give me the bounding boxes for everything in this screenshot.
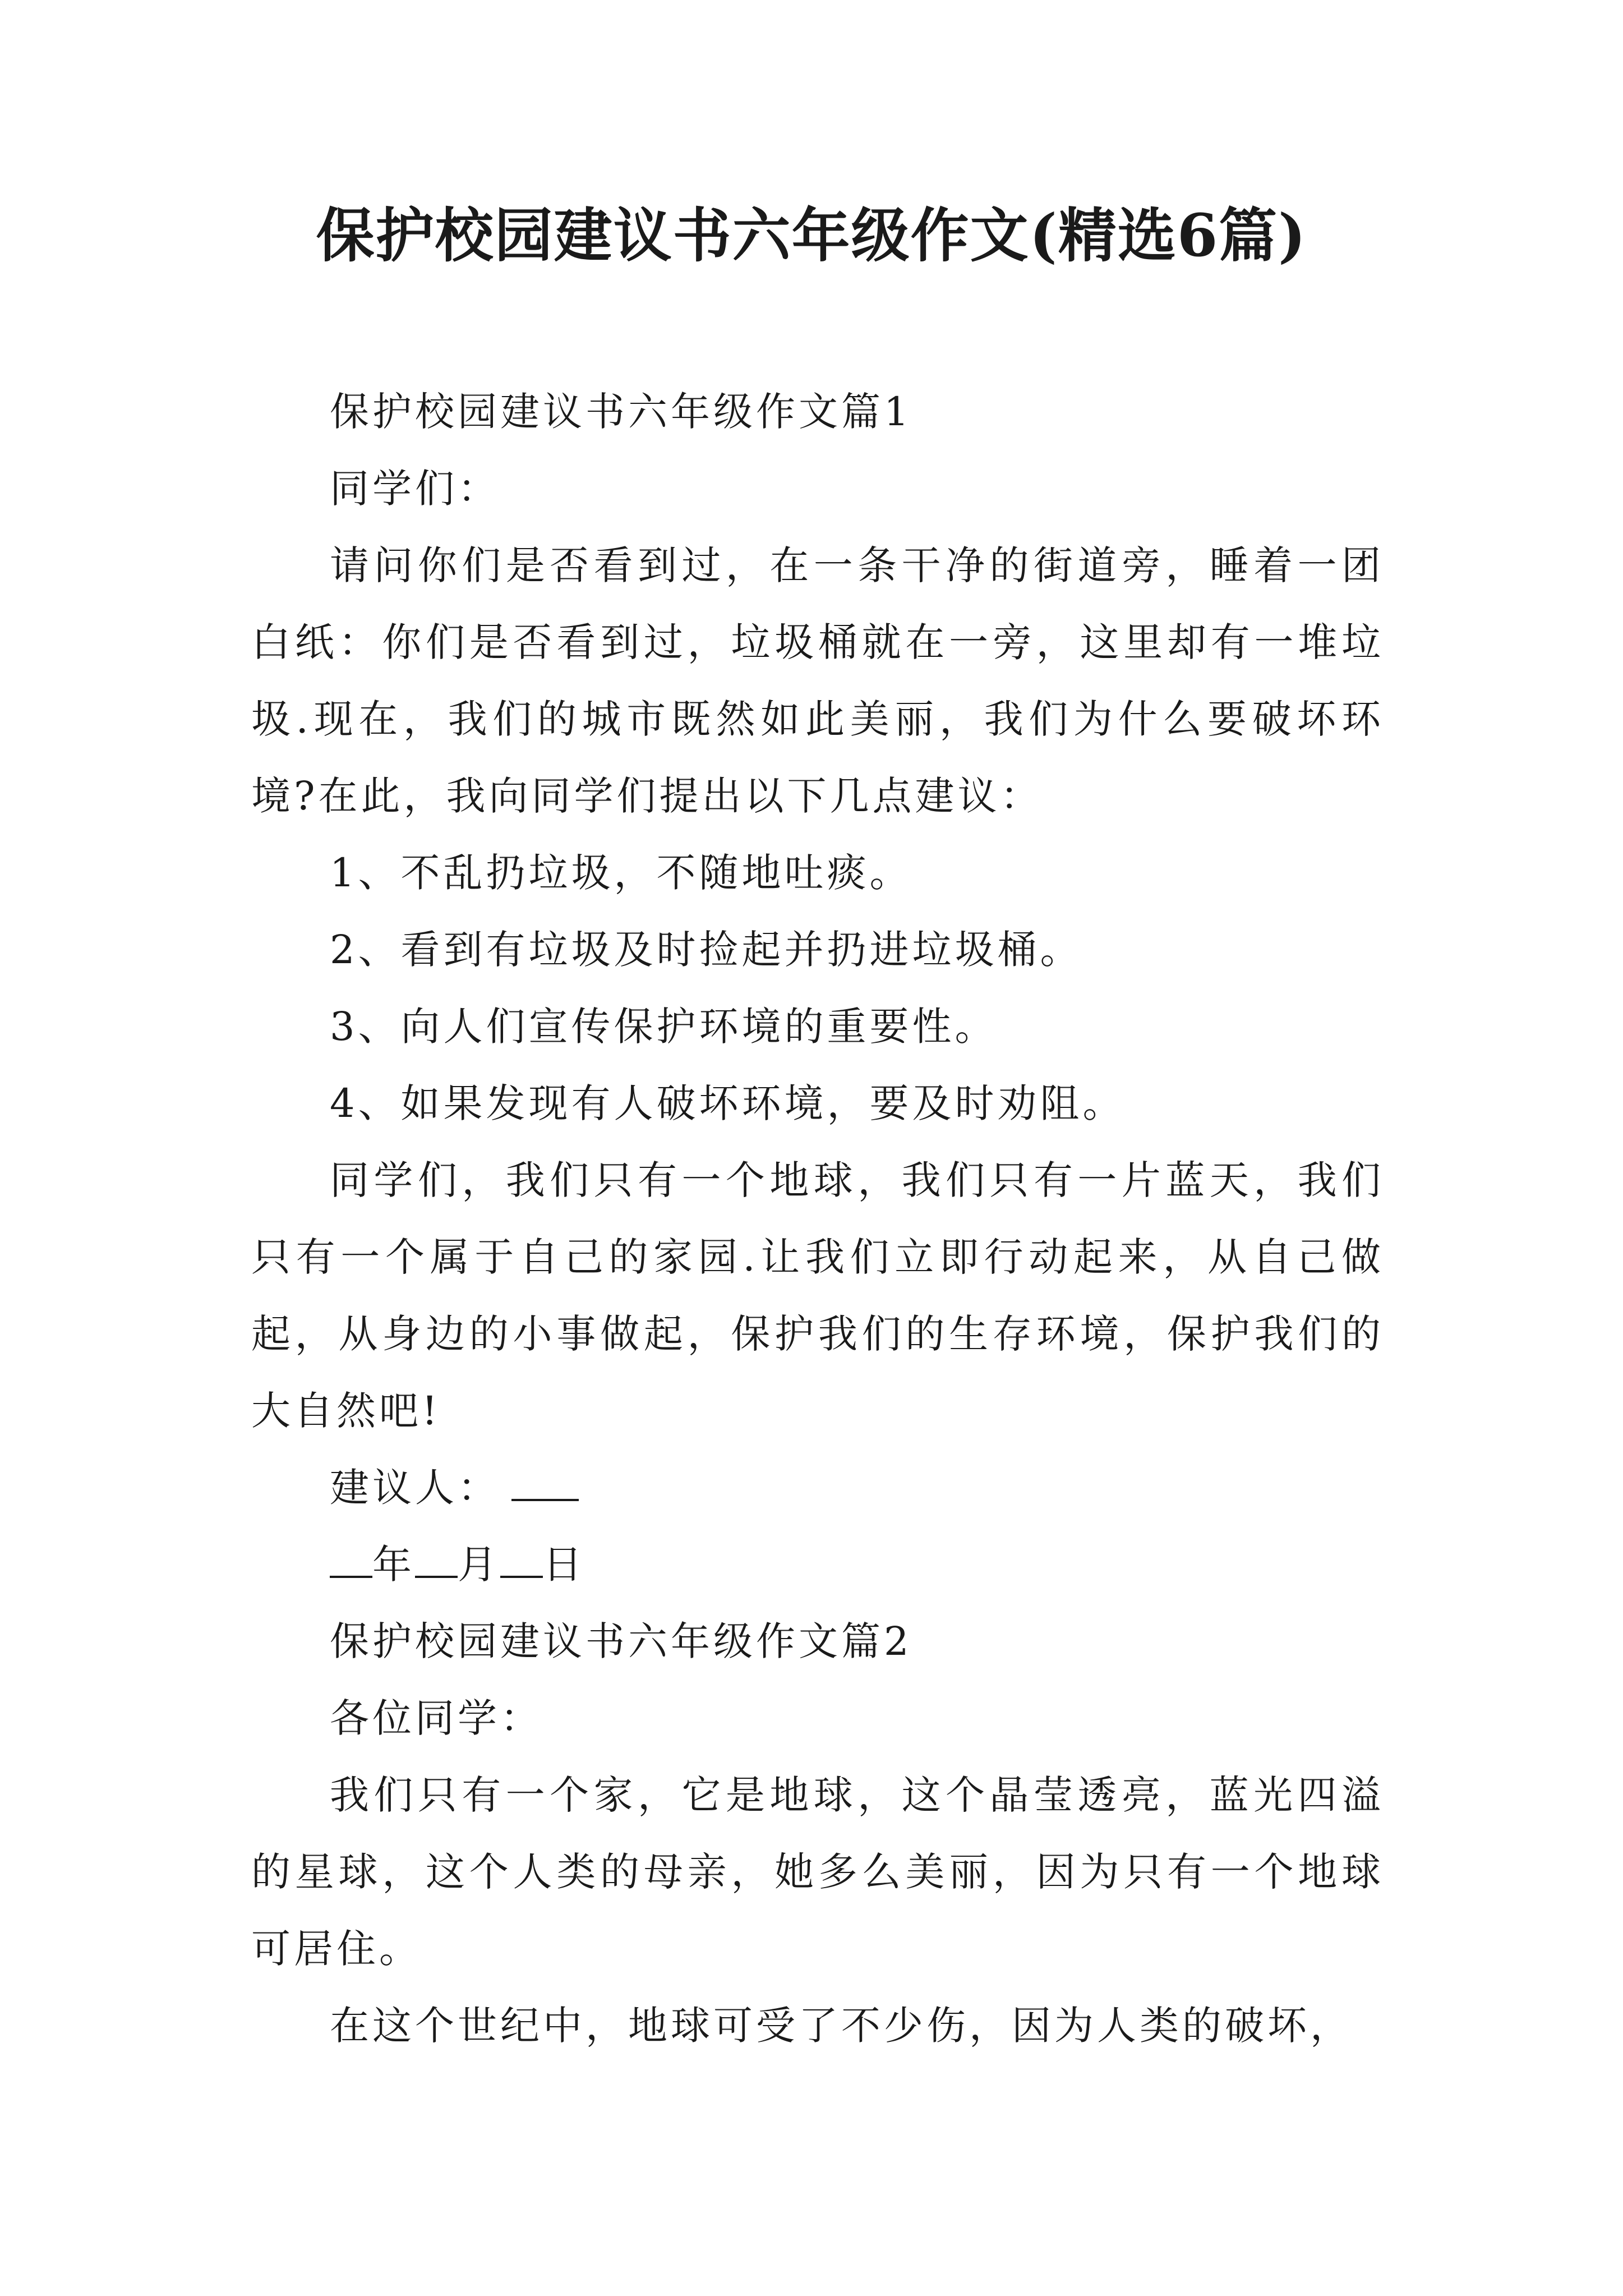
signature-label: 建议人： (330, 1465, 500, 1511)
document-body (251, 374, 1384, 2064)
article-2-salutation: 各位同学： (330, 1695, 543, 1741)
article-1-point-3: 3、向人们宣传保护环境的重要性。 (330, 1004, 998, 1050)
month-blank (415, 1533, 458, 1578)
date-day-label: 日 (543, 1542, 585, 1588)
article-1-salutation: 同学们： (330, 466, 500, 512)
article-2-heading: 保护校园建议书六年级作文篇2 (330, 1618, 912, 1664)
day-blank (500, 1533, 543, 1578)
date-line (251, 1526, 1384, 1603)
signature-line (251, 1450, 1384, 1526)
signature-blank (511, 1456, 579, 1501)
document-title: 保护校园建议书六年级作文(精选6篇) (316, 201, 1307, 270)
date-month-label: 月 (458, 1542, 500, 1588)
year-blank (330, 1533, 372, 1578)
article-2-paragraph-2: 在这个世纪中，地球可受了不少伤，因为人类的破坏， (330, 2003, 1353, 2049)
date-year-label: 年 (372, 1542, 415, 1588)
article-1-point-2: 2、看到有垃圾及时捡起并扔进垃圾桶。 (330, 927, 1083, 973)
article-1-intro: 请问你们是否看到过，在一条干净的街道旁，睡着一团白纸：你们是否看到过，垃圾桶就在一旁，这里却有一堆垃圾.现在，我们的城市既然如此美丽，我们为什么要破坏环境?在此，我向同学们提出以下几点建议： (251, 542, 1384, 819)
article-2-paragraph-1: 我们只有一个家，它是地球，这个晶莹透亮，蓝光四溢的星球，这个人类的母亲，她多么美丽，因为只有一个地球可居住。 (251, 1772, 1384, 1972)
article-1-point-1: 1、不乱扔垃圾，不随地吐痰。 (330, 850, 912, 896)
article-1-point-4: 4、如果发现有人破坏环境，要及时劝阻。 (330, 1080, 1126, 1126)
article-1-closing: 同学们，我们只有一个地球，我们只有一片蓝天，我们只有一个属于自己的家园.让我们立即行动起来，从自己做起，从身边的小事做起，保护我们的生存环境，保护我们的大自然吧! (251, 1157, 1384, 1434)
article-1-heading: 保护校园建议书六年级作文篇1 (330, 389, 912, 435)
